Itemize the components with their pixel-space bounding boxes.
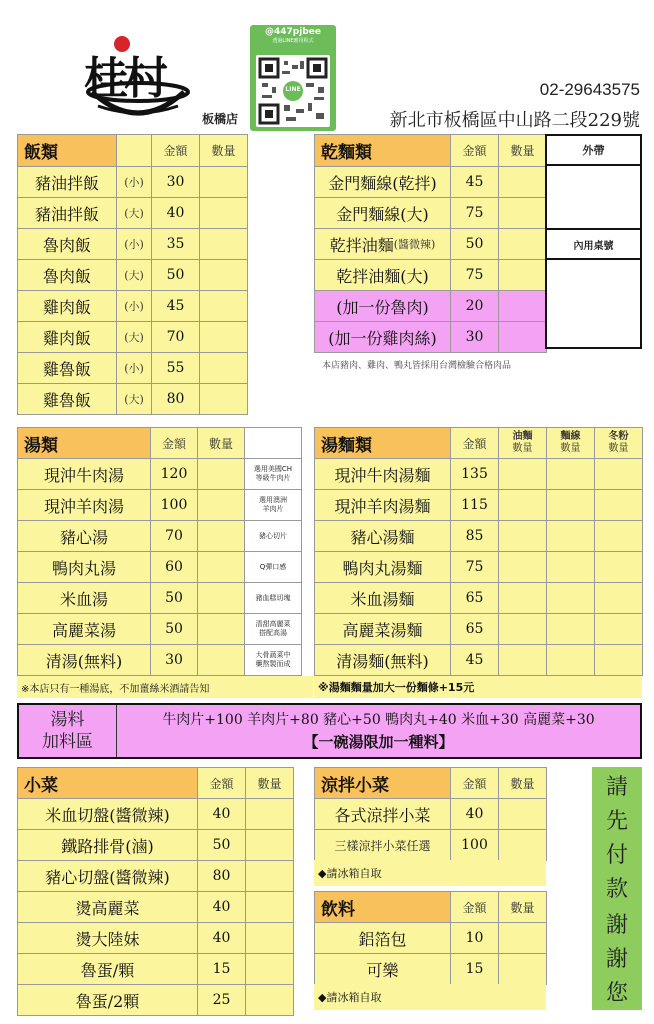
address: 新北市板橋區中山路二段229號 [389, 110, 640, 131]
drynoodle-item-name: 金門麵線(大) [315, 198, 451, 229]
soupnoodle-item-name: 現沖羊肉湯麵 [315, 490, 451, 521]
addon-limit: 【一碗湯限加一種料】 [303, 733, 454, 751]
rice-item-size: (大) [117, 322, 152, 353]
table-number-field[interactable] [547, 260, 640, 346]
cold-fridge-note: ◆請冰箱自取 [314, 860, 546, 886]
soupnoodle-qty-field[interactable] [595, 645, 643, 676]
rice-qty-field[interactable] [200, 322, 248, 353]
drynoodle-item-price: 75 [451, 198, 499, 229]
side-qty-field[interactable] [246, 892, 294, 923]
qr-code [256, 55, 330, 127]
soupnoodle-qty-field[interactable] [499, 583, 547, 614]
side-qty-field[interactable] [246, 861, 294, 892]
soup-item-note: 大骨蔬菜中 藥熬製而成 [245, 645, 302, 676]
rice-qty-field[interactable] [200, 167, 248, 198]
rice-item-name: 豬油拌飯 [18, 198, 117, 229]
drynoodle-item-price: 75 [451, 260, 499, 291]
rice-item-name: 雞魯飯 [18, 384, 117, 415]
soup-item-name: 高麗菜湯 [18, 614, 151, 645]
rice-item-size: (小) [117, 167, 152, 198]
side-item-price: 40 [198, 799, 246, 830]
soupnoodle-qty-field[interactable] [499, 614, 547, 645]
soupnoodle-qty-field[interactable] [547, 521, 595, 552]
rice-item-size: (大) [117, 384, 152, 415]
side-item-price: 25 [198, 985, 246, 1016]
drink-col-qty: 數量 [499, 892, 547, 923]
rice-qty-field[interactable] [200, 384, 248, 415]
soupnoodle-item-price: 45 [451, 645, 499, 676]
line-sub: 透過LINE應用程式 [272, 38, 314, 44]
side-title: 小菜 [18, 768, 198, 799]
rice-item-name: 雞魯飯 [18, 353, 117, 384]
pay-char: 謝 [605, 913, 628, 939]
soup-item-name: 豬心湯 [18, 521, 151, 552]
drynoodle-qty-field[interactable] [499, 167, 547, 198]
rice-item-size: (小) [117, 353, 152, 384]
soup-item-price: 70 [151, 521, 198, 552]
soupnoodle-item-name: 現沖牛肉湯麵 [315, 459, 451, 490]
soup-qty-field[interactable] [198, 521, 245, 552]
rice-qty-field[interactable] [200, 198, 248, 229]
soupnoodle-col-vermicelli: 冬粉 數量 [595, 428, 643, 459]
cold-qty-field[interactable] [499, 799, 547, 830]
soup-item-price: 100 [151, 490, 198, 521]
soup-item-note: 豬血糕切塊 [245, 583, 302, 614]
side-item-price: 80 [198, 861, 246, 892]
drynoodle-item-sub: (醬微辣) [393, 238, 436, 251]
soup-qty-field[interactable] [198, 614, 245, 645]
side-qty-field[interactable] [246, 923, 294, 954]
soupnoodle-item-price: 75 [451, 552, 499, 583]
drink-qty-field[interactable] [499, 923, 547, 954]
soup-title: 湯類 [18, 428, 151, 459]
soupnoodle-item-price: 85 [451, 521, 499, 552]
soupnoodle-qty-field[interactable] [499, 645, 547, 676]
drink-item-price: 10 [451, 923, 499, 954]
soup-col-qty: 數量 [198, 428, 245, 459]
soupnoodle-qty-field[interactable] [595, 614, 643, 645]
drynoodle-qty-field[interactable] [499, 198, 547, 229]
pay-char: 您 [605, 981, 628, 1006]
soupnoodle-col-thin-noodle: 麵線 數量 [547, 428, 595, 459]
soupnoodle-qty-field[interactable] [547, 614, 595, 645]
meat-source-note: 本店豬肉、雞肉、鴨丸皆採用台灣檢驗合格肉品 [322, 361, 512, 371]
soupnoodle-item-name: 米血湯麵 [315, 583, 451, 614]
drynoodle-col-price: 金額 [451, 135, 499, 167]
drynoodle-qty-field[interactable] [499, 260, 547, 291]
drynoodle-item-name: 乾拌油麵(大) [315, 260, 451, 291]
rice-item-price: 50 [152, 260, 200, 291]
branch-name: 板橋店 [202, 112, 239, 126]
drink-item-name: 可樂 [315, 954, 451, 985]
noodle-size-note: ※湯麵麵量加大一份麵條+15元 [314, 676, 642, 698]
side-item-price: 40 [198, 923, 246, 954]
soupnoodle-item-price: 65 [451, 614, 499, 645]
soup-qty-field[interactable] [198, 583, 245, 614]
rice-table [17, 134, 248, 415]
soup-qty-field[interactable] [198, 552, 245, 583]
side-item-name: 米血切盤(醬微辣) [18, 799, 198, 830]
cold-item-name: 三樣涼拌小菜任選 [315, 830, 451, 861]
rice-item-name: 雞肉飯 [18, 291, 117, 322]
cold-title: 涼拌小菜 [315, 768, 451, 799]
order-info-box [545, 134, 642, 349]
soupnoodle-qty-field[interactable] [547, 552, 595, 583]
soupnoodle-item-price: 65 [451, 583, 499, 614]
soupnoodle-qty-field[interactable] [595, 583, 643, 614]
soup-item-name: 現沖羊肉湯 [18, 490, 151, 521]
addon-content [117, 705, 640, 757]
drynoodle-qty-field[interactable] [499, 291, 547, 322]
table-number-label: 內用桌號 [547, 230, 640, 260]
cold-col-price: 金額 [451, 768, 499, 799]
side-table [17, 767, 294, 1016]
cold-item-name: 各式涼拌小菜 [315, 799, 451, 830]
rice-item-price: 80 [152, 384, 200, 415]
soupnoodle-qty-field[interactable] [547, 645, 595, 676]
soup-item-price: 30 [151, 645, 198, 676]
drink-item-name: 鋁箔包 [315, 923, 451, 954]
rice-item-name: 雞肉飯 [18, 322, 117, 353]
drink-qty-field[interactable] [499, 954, 547, 985]
drynoodle-item-price: 50 [451, 229, 499, 260]
soupnoodle-item-price: 115 [451, 490, 499, 521]
rice-item-price: 70 [152, 322, 200, 353]
logo [78, 24, 198, 124]
soupnoodle-qty-field[interactable] [595, 459, 643, 490]
drynoodle-item-name-cell [315, 229, 451, 260]
drynoodle-item-price: 45 [451, 167, 499, 198]
soupnoodle-title: 湯麵類 [315, 428, 451, 459]
rice-item-name: 魯肉飯 [18, 260, 117, 291]
pay-char: 付 [605, 842, 628, 868]
soup-item-name: 現沖牛肉湯 [18, 459, 151, 490]
cold-item-price: 40 [451, 799, 499, 830]
rice-item-name: 魯肉飯 [18, 229, 117, 260]
cold-col-qty: 數量 [499, 768, 547, 799]
soupnoodle-table [314, 427, 643, 676]
soup-item-name: 鴨肉丸湯 [18, 552, 151, 583]
side-item-price: 50 [198, 830, 246, 861]
rice-item-size: (小) [117, 229, 152, 260]
line-id: @447pjbee [265, 27, 321, 37]
soupnoodle-qty-field[interactable] [547, 490, 595, 521]
soupnoodle-item-price: 135 [451, 459, 499, 490]
soup-item-price: 60 [151, 552, 198, 583]
drynoodle-qty-field[interactable] [499, 322, 547, 353]
soup-base-note: ※本店只有一種湯底，不加薑絲米酒請告知 [17, 676, 313, 698]
soupnoodle-qty-field[interactable] [595, 552, 643, 583]
side-item-name: 燙大陸妹 [18, 923, 198, 954]
rice-title: 飯類 [18, 135, 117, 167]
drynoodle-addon-price: 20 [451, 291, 499, 322]
soup-item-price: 50 [151, 614, 198, 645]
soup-item-price: 50 [151, 583, 198, 614]
rice-header-spacer [117, 135, 152, 167]
drynoodle-addon-name: (加一份魯肉) [315, 291, 451, 322]
side-qty-field[interactable] [246, 985, 294, 1016]
soup-item-note: 清甜高麗菜 搭配高湯 [245, 614, 302, 645]
side-col-qty: 數量 [246, 768, 294, 799]
addon-section [17, 703, 642, 759]
rice-qty-field[interactable] [200, 291, 248, 322]
drynoodle-qty-field[interactable] [499, 229, 547, 260]
soupnoodle-qty-field[interactable] [499, 459, 547, 490]
line-qr-card[interactable] [250, 25, 336, 131]
takeout-label: 外帶 [547, 136, 640, 166]
takeout-checkbox[interactable] [547, 166, 640, 230]
line-badge: LINE [285, 86, 301, 93]
soupnoodle-qty-field[interactable] [499, 552, 547, 583]
side-item-price: 15 [198, 954, 246, 985]
soup-qty-field[interactable] [198, 490, 245, 521]
soup-table [17, 427, 302, 676]
soupnoodle-col-price: 金額 [451, 428, 499, 459]
soupnoodle-item-name: 清湯麵(無料) [315, 645, 451, 676]
soupnoodle-item-name: 豬心湯麵 [315, 521, 451, 552]
logo-text: 桂村 [84, 53, 164, 104]
rice-item-price: 55 [152, 353, 200, 384]
soup-item-note: 選用美國CH 等級牛肉片 [245, 459, 302, 490]
rice-col-price: 金額 [152, 135, 200, 167]
soup-item-price: 120 [151, 459, 198, 490]
soupnoodle-qty-field[interactable] [595, 521, 643, 552]
soup-qty-field[interactable] [198, 459, 245, 490]
drynoodle-title: 乾麵類 [315, 135, 451, 167]
soup-item-name: 清湯(無料) [18, 645, 151, 676]
side-qty-field[interactable] [246, 954, 294, 985]
soupnoodle-qty-field[interactable] [595, 490, 643, 521]
side-item-name: 鐵路排骨(滷) [18, 830, 198, 861]
soup-item-note: Q彈口感 [245, 552, 302, 583]
rice-item-size: (大) [117, 260, 152, 291]
drynoodle-table [314, 134, 547, 353]
drink-item-price: 15 [451, 954, 499, 985]
pay-char: 先 [605, 808, 628, 834]
soupnoodle-col-oil-noodle: 油麵 數量 [499, 428, 547, 459]
rice-item-size: (大) [117, 198, 152, 229]
rice-item-price: 30 [152, 167, 200, 198]
cold-table [314, 767, 547, 861]
drynoodle-addon-name: (加一份雞肉絲) [315, 322, 451, 353]
drink-fridge-note: ◆請冰箱自取 [314, 984, 546, 1010]
soupnoodle-item-name: 高麗菜湯麵 [315, 614, 451, 645]
cold-qty-field[interactable] [499, 830, 547, 861]
soup-col-price: 金額 [151, 428, 198, 459]
rice-item-size: (小) [117, 291, 152, 322]
rice-item-name: 豬油拌飯 [18, 167, 117, 198]
pay-char: 謝 [605, 947, 628, 973]
drynoodle-item-name: 乾拌油麵 [329, 235, 394, 255]
soupnoodle-qty-field[interactable] [547, 583, 595, 614]
rice-item-price: 40 [152, 198, 200, 229]
soup-qty-field[interactable] [198, 645, 245, 676]
phone: 02-29643575 [539, 80, 640, 99]
side-col-price: 金額 [198, 768, 246, 799]
cold-item-price: 100 [451, 830, 499, 861]
soupnoodle-qty-field[interactable] [547, 459, 595, 490]
drynoodle-addon-price: 30 [451, 322, 499, 353]
drink-table [314, 891, 547, 985]
pay-char: 款 [605, 876, 628, 902]
soup-item-note: 豬心切片 [245, 521, 302, 552]
rice-item-price: 35 [152, 229, 200, 260]
drynoodle-col-qty: 數量 [499, 135, 547, 167]
soup-item-name: 米血湯 [18, 583, 151, 614]
pay-char: 請 [605, 774, 628, 800]
side-item-name: 魯蛋/2顆 [18, 985, 198, 1016]
soup-item-note: 選用澳洲 羊肉片 [245, 490, 302, 521]
rice-qty-field[interactable] [200, 260, 248, 291]
side-item-name: 豬心切盤(醬微辣) [18, 861, 198, 892]
addon-prices: 牛肉片+100 羊肉片+80 豬心+50 鴨肉丸+40 米血+30 高麗菜+30 [162, 712, 595, 728]
drink-title: 飲料 [315, 892, 451, 923]
rice-qty-field[interactable] [200, 229, 248, 260]
soupnoodle-qty-field[interactable] [499, 521, 547, 552]
drink-col-price: 金額 [451, 892, 499, 923]
side-item-name: 燙高麗菜 [18, 892, 198, 923]
rice-col-qty: 數量 [200, 135, 248, 167]
soupnoodle-qty-field[interactable] [499, 490, 547, 521]
rice-item-price: 45 [152, 291, 200, 322]
side-qty-field[interactable] [246, 799, 294, 830]
soup-note-header [245, 428, 302, 459]
addon-label: 湯料 加料區 [19, 705, 117, 757]
side-item-price: 40 [198, 892, 246, 923]
side-item-name: 魯蛋/顆 [18, 954, 198, 985]
soupnoodle-item-name: 鴨肉丸湯麵 [315, 552, 451, 583]
drynoodle-item-name: 金門麵線(乾拌) [315, 167, 451, 198]
pay-first-banner [592, 767, 642, 1010]
rice-qty-field[interactable] [200, 353, 248, 384]
side-qty-field[interactable] [246, 830, 294, 861]
